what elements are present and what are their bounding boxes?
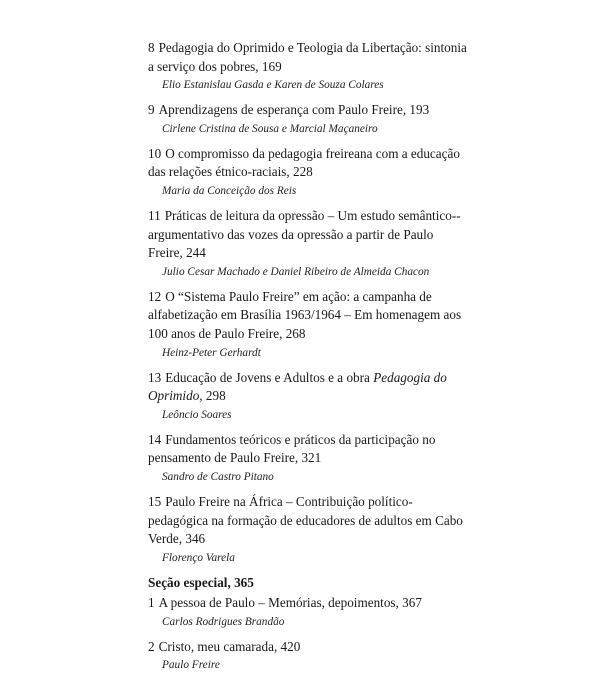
table-of-contents bbox=[148, 39, 468, 681]
chapter-title-text: Práticas de leitura da opressão – Um estudo semântico--argumentativo das vozes da opressão a partir de Paulo Freire, 244 bbox=[148, 207, 461, 261]
chapter-number: 9 bbox=[148, 102, 155, 118]
chapter-number: 8 bbox=[148, 40, 155, 55]
toc-entry-11[interactable] bbox=[148, 207, 468, 280]
chapter-number: 13 bbox=[148, 369, 162, 385]
toc-entry-10[interactable] bbox=[148, 145, 468, 199]
toc-entry-12[interactable] bbox=[148, 288, 468, 361]
toc-entry-8[interactable] bbox=[148, 39, 468, 93]
chapter-number: 10 bbox=[148, 145, 162, 161]
chapter-title-text: Cristo, meu camarada, 420 bbox=[158, 638, 301, 654]
toc-special-entry-2[interactable] bbox=[148, 638, 468, 674]
chapter-number: 2 bbox=[148, 638, 155, 654]
chapter-authors: Paulo Freire bbox=[162, 659, 220, 672]
chapter-title bbox=[148, 288, 468, 344]
chapter-title-text: O “Sistema Paulo Freire” em ação: a campanha de alfabetização em Brasília 1963/1964 – Em homenagem aos 100 anos de Paulo Freire, 268 bbox=[148, 288, 462, 341]
chapter-authors: Elio Estanislau Gasda e Karen de Souza Colares bbox=[162, 79, 384, 92]
chapter-title bbox=[148, 369, 468, 406]
toc-entry-14[interactable] bbox=[148, 431, 468, 485]
chapter-title bbox=[148, 39, 468, 76]
chapter-title bbox=[148, 431, 468, 468]
chapter-number: 12 bbox=[148, 288, 162, 304]
chapter-title-text: Fundamentos teóricos e práticos da participação no pensamento de Paulo Freire, 321 bbox=[148, 431, 436, 466]
chapter-authors: Julio Cesar Machado e Daniel Ribeiro de Almeida Chacon bbox=[162, 265, 430, 278]
chapter-title bbox=[148, 594, 468, 613]
chapter-title-page: , 298 bbox=[199, 388, 226, 404]
chapter-authors: Maria da Conceição dos Reis bbox=[162, 184, 297, 197]
chapter-title bbox=[148, 638, 468, 657]
toc-entry-15[interactable] bbox=[148, 493, 468, 566]
chapter-title-text: Aprendizagens de esperança com Paulo Freire, 193 bbox=[158, 102, 430, 118]
toc-entry-9[interactable] bbox=[148, 101, 468, 137]
chapter-number: 14 bbox=[148, 431, 162, 447]
chapter-authors: Florenço Varela bbox=[162, 551, 235, 564]
chapter-number: 1 bbox=[148, 595, 155, 611]
chapter-title-text: Educação de Jovens e Adultos e a obra bbox=[165, 369, 374, 385]
toc-entry-13[interactable] bbox=[148, 369, 468, 423]
chapter-title bbox=[148, 207, 468, 263]
chapter-number: 15 bbox=[148, 493, 162, 509]
chapter-title-text: A pessoa de Paulo – Memórias, depoimentos, 367 bbox=[158, 595, 422, 611]
chapter-authors: Carlos Rodrigues Brandão bbox=[162, 615, 285, 628]
chapter-authors: Leôncio Soares bbox=[162, 408, 232, 421]
chapter-title bbox=[148, 101, 468, 120]
chapter-number: 11 bbox=[148, 207, 161, 223]
chapter-authors: Cirlene Cristina de Sousa e Marcial Maçaneiro bbox=[162, 122, 378, 135]
chapter-authors: Sandro de Castro Pitano bbox=[162, 470, 274, 483]
chapter-title-text: Paulo Freire na África – Contribuição político-pedagógica na formação de educadores de adultos em Cabo Verde, 346 bbox=[148, 493, 463, 547]
chapter-title-italic: Pedagogia do Oprimido bbox=[148, 369, 447, 404]
chapter-title-text: Pedagogia do Oprimido e Teologia da Libertação: sintonia a serviço dos pobres, 169 bbox=[148, 40, 467, 74]
special-section-heading[interactable]: Seção especial, 365 bbox=[148, 574, 254, 590]
chapter-title-text: O compromisso da pedagogia freireana com a educação das relações étnico-raciais, 228 bbox=[148, 145, 460, 180]
chapter-title bbox=[148, 493, 468, 549]
chapter-authors: Heinz-Peter Gerhardt bbox=[162, 346, 261, 359]
chapter-title bbox=[148, 145, 468, 182]
